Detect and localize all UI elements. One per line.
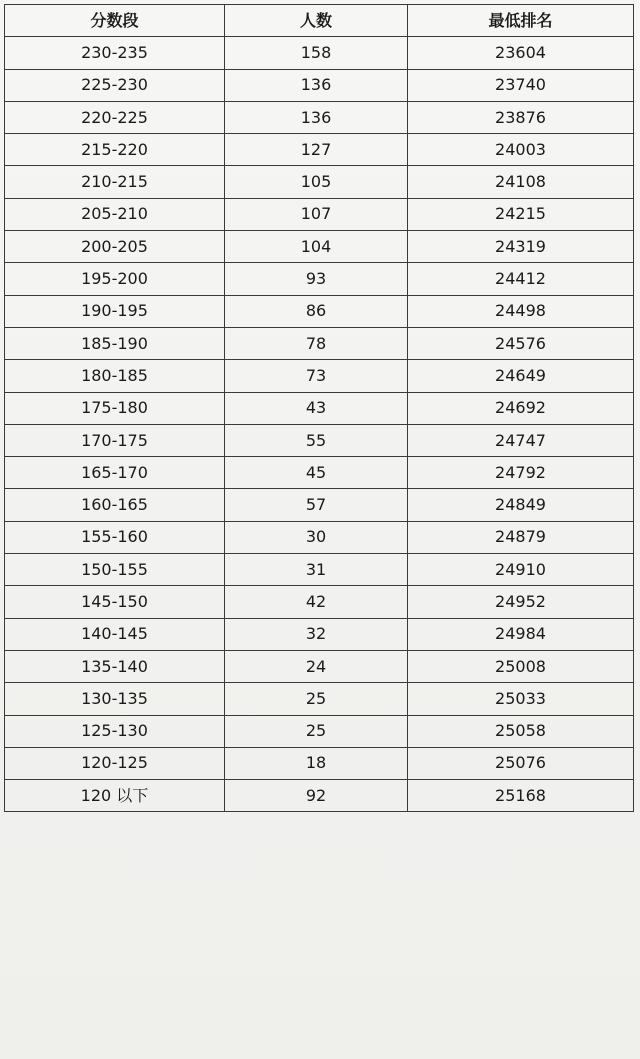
cell-count: 45 — [225, 457, 408, 489]
cell-score-range: 185-190 — [5, 327, 225, 359]
cell-score-range: 190-195 — [5, 295, 225, 327]
score-distribution-table — [4, 4, 634, 812]
cell-score-range: 140-145 — [5, 618, 225, 650]
cell-lowest-rank: 24215 — [408, 198, 634, 230]
cell-count: 30 — [225, 521, 408, 553]
cell-count: 24 — [225, 650, 408, 682]
cell-score-range: 205-210 — [5, 198, 225, 230]
table-row — [5, 747, 634, 779]
table-row — [5, 327, 634, 359]
table-row — [5, 650, 634, 682]
cell-count: 127 — [225, 134, 408, 166]
table-row — [5, 231, 634, 263]
cell-lowest-rank: 25008 — [408, 650, 634, 682]
header-score-range: 分数段 — [5, 5, 225, 37]
cell-lowest-rank: 24879 — [408, 521, 634, 553]
cell-lowest-rank: 24910 — [408, 554, 634, 586]
cell-count: 107 — [225, 198, 408, 230]
table-header-row — [5, 5, 634, 37]
cell-count: 18 — [225, 747, 408, 779]
cell-score-range: 220-225 — [5, 101, 225, 133]
table-row — [5, 166, 634, 198]
cell-lowest-rank: 23740 — [408, 69, 634, 101]
cell-score-range: 150-155 — [5, 554, 225, 586]
table-row — [5, 360, 634, 392]
table-row — [5, 715, 634, 747]
cell-score-range: 160-165 — [5, 489, 225, 521]
cell-lowest-rank: 24576 — [408, 327, 634, 359]
cell-lowest-rank: 24747 — [408, 424, 634, 456]
table-row — [5, 618, 634, 650]
header-count: 人数 — [225, 5, 408, 37]
cell-lowest-rank: 25076 — [408, 747, 634, 779]
cell-count: 158 — [225, 37, 408, 69]
cell-lowest-rank: 25168 — [408, 780, 634, 812]
cell-count: 42 — [225, 586, 408, 618]
cell-lowest-rank: 24984 — [408, 618, 634, 650]
table-row — [5, 780, 634, 812]
table-row — [5, 295, 634, 327]
cell-count: 92 — [225, 780, 408, 812]
cell-score-range: 120-125 — [5, 747, 225, 779]
cell-count: 25 — [225, 715, 408, 747]
cell-score-range: 130-135 — [5, 683, 225, 715]
cell-count: 104 — [225, 231, 408, 263]
table-body — [5, 37, 634, 812]
cell-score-range: 215-220 — [5, 134, 225, 166]
cell-score-range: 125-130 — [5, 715, 225, 747]
table-row — [5, 489, 634, 521]
cell-score-range: 135-140 — [5, 650, 225, 682]
table-row — [5, 69, 634, 101]
table-row — [5, 392, 634, 424]
cell-lowest-rank: 24319 — [408, 231, 634, 263]
table-row — [5, 457, 634, 489]
cell-lowest-rank: 24692 — [408, 392, 634, 424]
cell-count: 73 — [225, 360, 408, 392]
cell-lowest-rank: 25058 — [408, 715, 634, 747]
cell-lowest-rank: 25033 — [408, 683, 634, 715]
cell-score-range: 200-205 — [5, 231, 225, 263]
cell-count: 25 — [225, 683, 408, 715]
cell-count: 105 — [225, 166, 408, 198]
cell-count: 43 — [225, 392, 408, 424]
cell-count: 57 — [225, 489, 408, 521]
cell-lowest-rank: 24412 — [408, 263, 634, 295]
table-row — [5, 263, 634, 295]
table-row — [5, 424, 634, 456]
table-row — [5, 101, 634, 133]
cell-count: 136 — [225, 69, 408, 101]
cell-lowest-rank: 24649 — [408, 360, 634, 392]
cell-score-range: 180-185 — [5, 360, 225, 392]
cell-score-range: 175-180 — [5, 392, 225, 424]
cell-count: 55 — [225, 424, 408, 456]
cell-lowest-rank: 24849 — [408, 489, 634, 521]
cell-score-range: 145-150 — [5, 586, 225, 618]
cell-lowest-rank: 24108 — [408, 166, 634, 198]
cell-score-range: 195-200 — [5, 263, 225, 295]
cell-score-range: 170-175 — [5, 424, 225, 456]
cell-count: 86 — [225, 295, 408, 327]
cell-score-range: 230-235 — [5, 37, 225, 69]
cell-count: 32 — [225, 618, 408, 650]
cell-count: 136 — [225, 101, 408, 133]
cell-score-range: 155-160 — [5, 521, 225, 553]
cell-score-range: 165-170 — [5, 457, 225, 489]
cell-lowest-rank: 23604 — [408, 37, 634, 69]
cell-lowest-rank: 24952 — [408, 586, 634, 618]
cell-count: 78 — [225, 327, 408, 359]
cell-count: 31 — [225, 554, 408, 586]
cell-score-range: 225-230 — [5, 69, 225, 101]
table-row — [5, 554, 634, 586]
table-row — [5, 37, 634, 69]
cell-lowest-rank: 24792 — [408, 457, 634, 489]
table-row — [5, 134, 634, 166]
cell-lowest-rank: 23876 — [408, 101, 634, 133]
cell-score-range: 120 以下 — [5, 780, 225, 812]
cell-lowest-rank: 24498 — [408, 295, 634, 327]
header-lowest-rank: 最低排名 — [408, 5, 634, 37]
table-row — [5, 521, 634, 553]
cell-lowest-rank: 24003 — [408, 134, 634, 166]
cell-count: 93 — [225, 263, 408, 295]
table-row — [5, 198, 634, 230]
cell-score-range: 210-215 — [5, 166, 225, 198]
table-row — [5, 683, 634, 715]
table-row — [5, 586, 634, 618]
